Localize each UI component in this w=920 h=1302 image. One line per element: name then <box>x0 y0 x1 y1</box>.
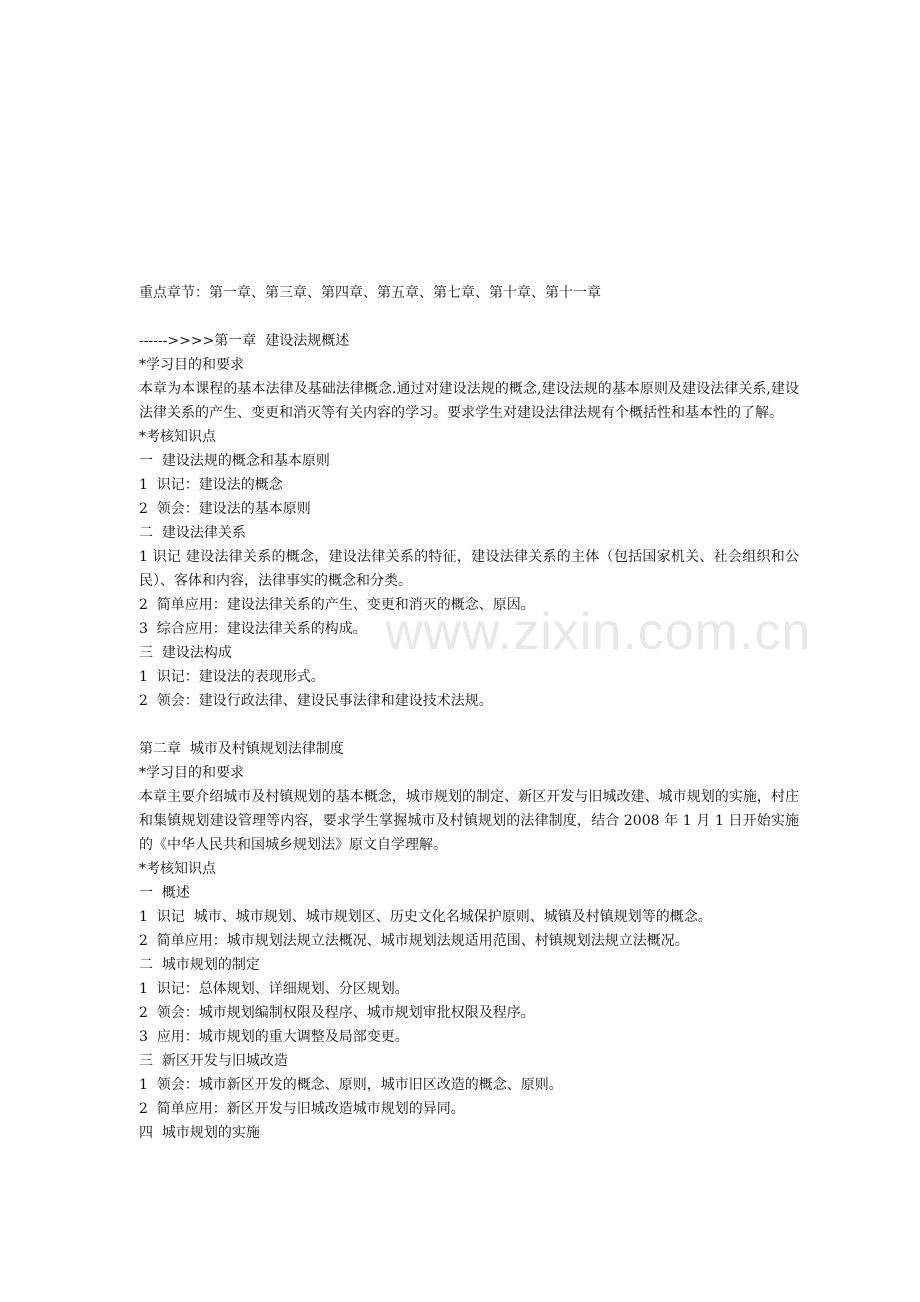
chapter-2-section-2-item-3: 3 应用：城市规划的重大调整及局部变更。 <box>139 1029 409 1045</box>
chapter-1-goal-heading: *学习目的和要求 <box>139 357 244 373</box>
chapter-1-section-1-item-2: 2 领会：建设法的基本原则 <box>139 501 311 517</box>
chapter-2-section-1-item-1: 1 识记 城市、城市规划、城市规划区、历史文化名城保护原则、城镇及村镇规划等的概念。 <box>139 909 712 925</box>
chapter-1-section-2-item-1: 1 识记 建设法律关系的概念，建设法律关系的特征，建设法律关系的主体（包括国家机关、社会组织和公民）、客体和内容，法律事实的概念和分类。 <box>139 549 799 589</box>
watermark: www.zixin.com.cn <box>385 603 812 661</box>
chapter-2-section-3-item-1: 1 领会：城市新区开发的概念、原则，城市旧区改造的概念、原则。 <box>139 1077 563 1093</box>
chapter-2-goal-heading: *学习目的和要求 <box>139 765 244 781</box>
chapter-2-section-4: 四 城市规划的实施 <box>139 1125 260 1141</box>
chapter-2-section-2: 二 城市规划的制定 <box>139 957 260 973</box>
chapter-1-section-3: 三 建设法构成 <box>139 645 232 661</box>
chapter-2-section-1-item-2: 2 简单应用：城市规划法规立法概况、城市规划法规适用范围、村镇规划法规立法概况。 <box>139 933 689 949</box>
chapter-2-section-3-item-2: 2 简单应用：新区开发与旧城改造城市规划的异同。 <box>139 1101 465 1117</box>
chapter-2-section-2-item-2: 2 领会：城市规划编制权限及程序、城市规划审批权限及程序。 <box>139 1005 535 1021</box>
chapter-2-title: 第二章 城市及村镇规划法律制度 <box>139 741 344 757</box>
chapter-1-section-3-item-1: 1 识记：建设法的表现形式。 <box>139 669 325 685</box>
chapter-1-section-1: 一 建设法规的概念和基本原则 <box>139 453 330 469</box>
document-body <box>139 281 799 1145</box>
chapter-1-goal-text: 本章为本课程的基本法律及基础法律概念.通过对建设法规的概念,建设法规的基本原则及建设法律关系,建设法律关系的产生、变更和消灭等有关内容的学习。要求学生对建设法律法规有个概括性和基本性的了解。 <box>139 381 799 421</box>
chapter-1-section-3-item-2: 2 领会：建设行政法律、建设民事法律和建设技术法规。 <box>139 693 493 709</box>
chapter-1-points-heading: *考核知识点 <box>139 429 216 445</box>
chapter-2-section-3: 三 新区开发与旧城改造 <box>139 1053 288 1069</box>
chapter-1-section-2-item-2: 2 简单应用：建设法律关系的产生、变更和消灭的概念、原因。 <box>139 597 535 613</box>
chapter-1-title: ------>>>>第一章 建设法规概述 <box>139 333 350 349</box>
chapter-1-section-1-item-1: 1 识记：建设法的概念 <box>139 477 283 493</box>
chapter-2-section-1: 一 概述 <box>139 885 190 901</box>
chapter-2-section-2-item-1: 1 识记：总体规划、详细规划、分区规划。 <box>139 981 409 997</box>
chapter-2-points-heading: *考核知识点 <box>139 861 216 877</box>
key-chapters-line: 重点章节：第一章、第三章、第四章、第五章、第七章、第十章、第十一章 <box>139 285 601 301</box>
chapter-1-section-2: 二 建设法律关系 <box>139 525 246 541</box>
chapter-2-goal-text: 本章主要介绍城市及村镇规划的基本概念，城市规划的制定、新区开发与旧城改建、城市规划的实施，村庄和集镇规划建设管理等内容，要求学生掌握城市及村镇规划的法律制度，结合 2008 年 1 月 1 日开始实施的《中华人民共和国城乡规划法》原文自学理解。 <box>139 789 799 853</box>
blank-line <box>139 713 799 737</box>
chapter-1-section-2-item-3: 3 综合应用：建设法律关系的构成。 <box>139 621 367 637</box>
blank-line <box>139 305 799 329</box>
